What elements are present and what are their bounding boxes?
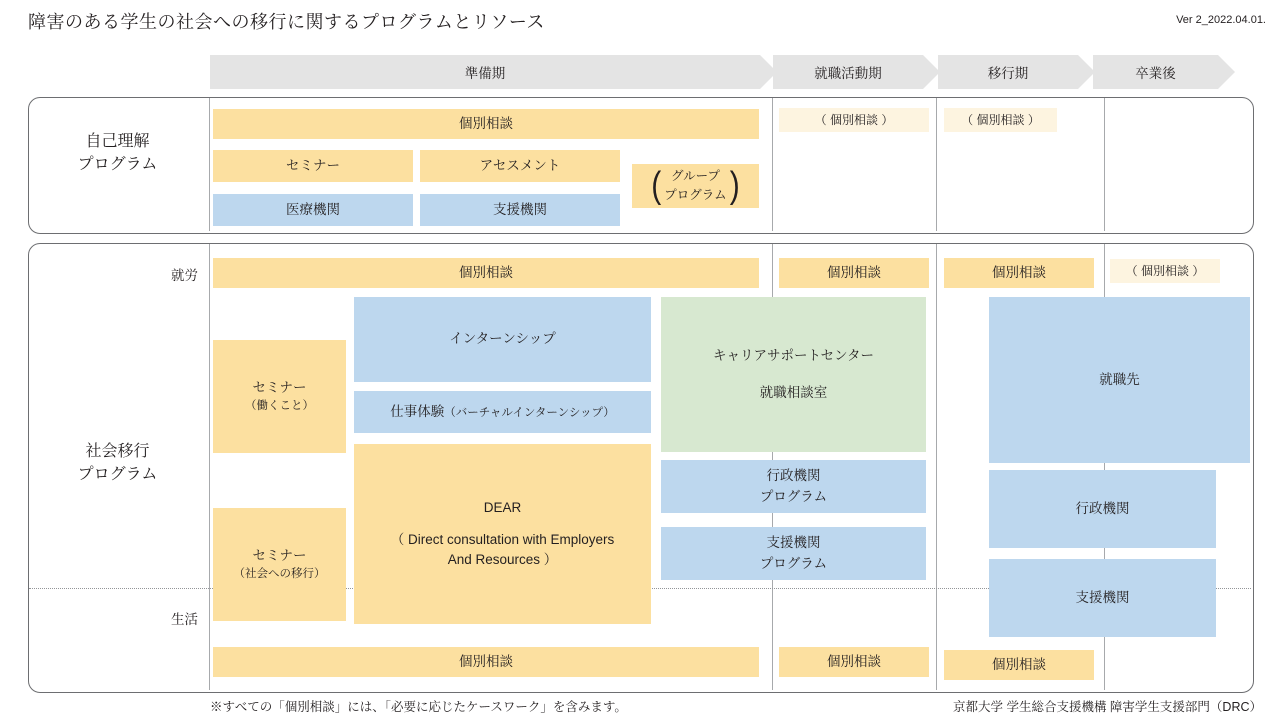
life-seminar-subtitle: （社会への移行） xyxy=(233,568,326,580)
page-title: 障害のある学生の社会への移行に関するプログラムとリソース xyxy=(28,12,545,32)
social-transition-label xyxy=(30,440,205,486)
work-consult-job-hunting: 個別相談 xyxy=(779,258,929,288)
dear-line2: （ Direct consultation with Employers xyxy=(390,531,615,547)
job-experience-title: 仕事体験 xyxy=(390,403,445,419)
self-group-program-line2: プログラム xyxy=(664,188,727,202)
phase-transition: 移行期 xyxy=(938,55,1078,89)
footnote: ※すべての「個別相談」には、「必要に応じたケースワーク」を含みます。 xyxy=(210,700,627,714)
work-seminar-subtitle: （働くこと） xyxy=(245,400,314,412)
life-consult-transition: 個別相談 xyxy=(944,650,1094,680)
life-seminar xyxy=(213,508,346,621)
social-transition-label-line2: プログラム xyxy=(77,466,158,484)
self-understanding-label-line1: 自己理解 xyxy=(85,133,150,150)
self-assessment: アセスメント xyxy=(420,150,620,182)
life-seminar-title: セミナー xyxy=(252,547,307,563)
government-organization-block: 行政機関 xyxy=(989,470,1216,548)
social-transition-label-line1: 社会移行 xyxy=(85,443,150,460)
divider-self-2 xyxy=(772,98,773,231)
bracket-left-icon: ( xyxy=(651,164,662,206)
row-label-work: 就労 xyxy=(171,268,198,283)
life-consult-preparation: 個別相談 xyxy=(213,647,759,677)
divider-trans-1 xyxy=(209,244,210,690)
divider-self-4 xyxy=(1104,98,1105,231)
self-group-program-line1: グループ xyxy=(670,169,720,184)
government-program-line1: 行政機関 xyxy=(766,468,821,484)
divider-self-1 xyxy=(209,98,210,231)
employer-block: 就職先 xyxy=(989,297,1250,463)
internship-block: インターンシップ xyxy=(354,297,651,382)
work-consult-transition: 個別相談 xyxy=(944,258,1094,288)
self-medical-institution: 医療機関 xyxy=(213,194,413,226)
career-support-center xyxy=(661,297,926,452)
government-program xyxy=(661,460,926,513)
self-consult-transition: （ 個別相談 ） xyxy=(944,108,1057,132)
dear-line1: DEAR xyxy=(483,499,522,515)
self-understanding-label-line2: プログラム xyxy=(77,156,158,174)
dear-line3: And Resources ） xyxy=(447,552,558,568)
phase-after-graduation: 卒業後 xyxy=(1093,55,1218,89)
work-seminar-title: セミナー xyxy=(252,379,307,395)
work-seminar xyxy=(213,340,346,453)
self-understanding-label xyxy=(30,130,205,176)
divider-self-3 xyxy=(936,98,937,231)
work-consult-preparation: 個別相談 xyxy=(213,258,759,288)
version-label: Ver 2_2022.04.01. xyxy=(1176,14,1266,26)
self-group-program xyxy=(632,164,759,208)
phase-preparation: 準備期 xyxy=(210,55,760,89)
phase-job-hunting: 就職活動期 xyxy=(773,55,923,89)
work-consult-after-graduation: （ 個別相談 ） xyxy=(1110,259,1220,283)
support-organization-program xyxy=(661,527,926,580)
dear-block xyxy=(354,444,651,624)
self-support-organization: 支援機関 xyxy=(420,194,620,226)
bracket-right-icon: ) xyxy=(729,164,740,206)
self-consult-preparation: 個別相談 xyxy=(213,109,759,139)
self-consult-job-hunting: （ 個別相談 ） xyxy=(779,108,929,132)
divider-trans-3 xyxy=(936,244,937,690)
life-consult-job-hunting: 個別相談 xyxy=(779,647,929,677)
credit: 京都大学 学生総合支援機構 障害学生支援部門（DRC） xyxy=(952,700,1262,714)
job-experience-subtitle: （バーチャルインターンシップ） xyxy=(444,406,615,419)
job-experience-block xyxy=(354,391,651,433)
phase-banner xyxy=(210,55,1250,89)
self-seminar: セミナー xyxy=(213,150,413,182)
row-label-life: 生活 xyxy=(171,612,198,627)
support-organization-program-line1: 支援機関 xyxy=(766,535,821,551)
support-organization-program-line2: プログラム xyxy=(759,555,828,571)
government-program-line2: プログラム xyxy=(759,488,828,504)
career-support-center-line2: 就職相談室 xyxy=(759,384,828,400)
career-support-center-line1: キャリアサポートセンター xyxy=(712,348,875,364)
support-organization-block: 支援機関 xyxy=(989,559,1216,637)
